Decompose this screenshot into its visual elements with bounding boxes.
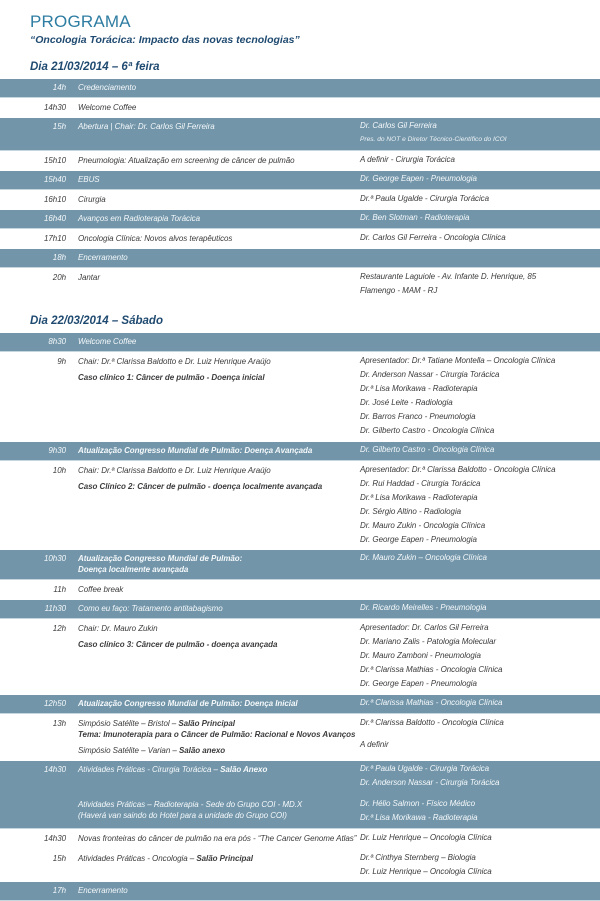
- schedule-row: [0, 118, 600, 151]
- description-segment: Novas fronteiras do câncer de pulmão na era pós - “The Cancer Genome Atlas”: [78, 833, 357, 843]
- page-header: [0, 12, 600, 47]
- schedule-row: [0, 268, 600, 302]
- description-segment: Welcome Coffee: [78, 337, 137, 346]
- description-segment: Avanços em Radioterapia Torácica: [78, 213, 201, 223]
- description-bold-segment: Tema: Imunoterapia para o Câncer de Pulmão: Racional e Novos Avanços: [78, 729, 356, 739]
- speaker-list: [360, 174, 595, 185]
- description-line: [78, 623, 360, 634]
- schedule-row: [0, 79, 600, 98]
- description-segment: (Haverá van saindo do Hotel para a unidade do Grupo COI): [78, 811, 287, 820]
- description-segment: Atividades Práticas - Oncologia –: [78, 853, 197, 863]
- speaker-line: Dr. José Leite - Radiologia: [360, 398, 453, 407]
- speaker-line: A definir: [360, 740, 389, 749]
- description-line: [78, 372, 360, 383]
- speaker-line: Apresentador: Dr.ª Tatiane Montella – Oncologia Clínica: [360, 356, 556, 365]
- description-line: [78, 833, 360, 844]
- row-description: [78, 155, 360, 166]
- description-line: [78, 121, 360, 132]
- row-time: 15h: [52, 122, 66, 131]
- schedule-row: [0, 352, 600, 442]
- schedule-row: [0, 442, 600, 461]
- description-line: [78, 885, 360, 896]
- description-line: [78, 799, 360, 810]
- row-description: [78, 194, 360, 205]
- schedule-row: [0, 151, 600, 171]
- row-time: 9h: [57, 357, 66, 366]
- speaker-line: Dr.ª Clarissa Mathias - Oncologia Clínica: [360, 697, 503, 707]
- row-time: 14h30: [44, 103, 66, 112]
- schedule-row: [0, 550, 600, 580]
- schedule-row: [0, 829, 600, 849]
- description-line: [78, 174, 360, 185]
- description-line: [78, 272, 360, 283]
- speaker-line: Apresentador: Dr. Carlos Gil Ferreira: [360, 623, 489, 632]
- schedule-row: [0, 761, 600, 794]
- description-segment: Chair: Dr. Mauro Zukin: [78, 624, 158, 633]
- day-heading: Dia 22/03/2014 – Sábado: [30, 315, 163, 327]
- speaker-line: Dr. Luiz Henrique – Oncologia Clínica: [360, 832, 492, 842]
- description-line: [78, 764, 360, 775]
- speaker-line: Dr.ª Lisa Morikawa - Radioterapia: [360, 384, 478, 393]
- description-bold-segment: Doença localmente avançada: [78, 565, 189, 574]
- row-description: [78, 356, 360, 383]
- description-segment: Encerramento: [78, 886, 128, 895]
- row-description: [78, 233, 360, 244]
- speaker-line: Dr. Ricardo Meirelles - Pneumologia: [360, 603, 487, 612]
- speaker-list: [360, 194, 595, 205]
- speaker-line: Dr. Carlos Gil Ferreira: [360, 121, 437, 130]
- speaker-list: [360, 698, 595, 709]
- description-bold-segment: Salão Principal: [196, 853, 253, 863]
- speaker-line: Dr. Mauro Zukin – Oncologia Clínica: [360, 553, 487, 562]
- row-description: [78, 603, 360, 614]
- speaker-line: Dr. George Eapen - Pneumologia: [360, 534, 477, 544]
- schedule-row: [0, 210, 600, 229]
- row-description: [78, 718, 360, 756]
- description-bold-segment: Caso clínico 3: Câncer de pulmão - doença avançada: [78, 640, 278, 649]
- row-time: 16h10: [44, 194, 66, 204]
- row-description: [78, 623, 360, 650]
- speaker-line: Dr. George Eapen - Pneumologia: [360, 173, 477, 183]
- speaker-line: Dr.ª Paula Ugalde - Cirurgia Torácica: [360, 193, 490, 203]
- description-segment: Atividades Práticas - Cirurgia Torácica –: [78, 764, 221, 774]
- schedule-row: [0, 249, 600, 268]
- speaker-line: Dr.ª Clarissa Baldotto - Oncologia Clínica: [360, 717, 504, 727]
- description-segment: Coffee break: [78, 585, 124, 594]
- row-time: 17h10: [44, 233, 66, 243]
- row-time: 18h: [52, 252, 66, 262]
- schedule-row: [0, 580, 600, 600]
- speaker-line: Flamengo - MAM - RJ: [360, 285, 438, 295]
- description-segment: Atividades Práticas – Radioterapia - Sede do Grupo COI - MD.X: [78, 800, 303, 809]
- row-time: 15h10: [44, 155, 66, 165]
- description-line: [78, 194, 360, 205]
- row-time: 17h: [52, 886, 66, 895]
- description-line: [78, 465, 360, 476]
- description-bold-segment: Salão Anexo: [220, 764, 268, 774]
- row-time: 11h30: [44, 604, 66, 613]
- speaker-line: Dr. Mariano Zalis - Patologia Molecular: [360, 637, 497, 646]
- description-bold-segment: Salão Principal: [178, 718, 235, 728]
- speaker-line: Dr. George Eapen - Pneumologia: [360, 679, 477, 688]
- speaker-list: [360, 213, 595, 224]
- speaker-line: Dr. Sérgio Altino - Radiologia: [360, 506, 462, 516]
- schedule-row: [0, 461, 600, 551]
- speaker-list: [360, 465, 595, 546]
- row-description: [78, 885, 360, 896]
- description-bold-segment: Atualização Congresso Mundial de Pulmão:: [78, 554, 243, 563]
- row-description: [78, 584, 360, 595]
- row-time: 9h30: [48, 445, 66, 455]
- speaker-line: Dr. Hélio Salmon - Físico Médico: [360, 799, 476, 808]
- schedule-row: [0, 714, 600, 761]
- row-time: 15h: [52, 853, 66, 863]
- description-line: [78, 553, 360, 564]
- description-line: [78, 639, 360, 650]
- day-section: [0, 60, 600, 301]
- row-time: 8h30: [48, 337, 66, 346]
- row-time: 14h30: [44, 833, 66, 843]
- description-line: [78, 336, 360, 347]
- speaker-list: [360, 718, 595, 751]
- schedule-row: [0, 171, 600, 190]
- speaker-line: Dr.ª Lisa Morikawa - Radioterapia: [360, 813, 478, 822]
- description-line: [78, 718, 360, 729]
- speaker-list: [360, 764, 595, 789]
- row-time: 14h30: [44, 764, 66, 774]
- description-segment: Simpósio Satélite – Varian –: [78, 745, 179, 755]
- row-description: [78, 121, 360, 132]
- schedule: [0, 60, 600, 901]
- description-line: [78, 481, 360, 492]
- description-segment: Abertura | Chair: Dr. Carlos Gil Ferreira: [78, 122, 215, 131]
- description-bold-segment: Salão anexo: [178, 745, 226, 755]
- description-line: [78, 853, 360, 864]
- row-time: 12h: [52, 624, 66, 633]
- speaker-line: Dr. Gilberto Castro - Oncologia Clínica: [360, 444, 495, 454]
- row-time: 16h40: [44, 213, 66, 223]
- description-line: [78, 445, 360, 456]
- description-segment: Credenciamento: [78, 83, 136, 92]
- row-description: [78, 445, 360, 456]
- description-line: [78, 745, 360, 756]
- description-line: [78, 233, 360, 244]
- schedule-row: [0, 190, 600, 210]
- schedule-row: [0, 792, 600, 829]
- speaker-line: Apresentador: Dr.ª Clarissa Baldotto - Oncologia Clínica: [360, 464, 556, 474]
- speaker-line: Dr. Carlos Gil Ferreira - Oncologia Clínica: [360, 232, 506, 242]
- speaker-list: [360, 623, 595, 690]
- description-segment: Simpósio Satélite – Bristol –: [78, 718, 179, 728]
- description-line: [78, 729, 360, 740]
- description-segment: Encerramento: [78, 252, 128, 262]
- description-segment: Chair: Dr.ª Clarissa Baldotto e Dr. Luiz Henrique Araújo: [78, 465, 271, 475]
- speaker-list: [360, 833, 595, 844]
- description-line: [78, 82, 360, 93]
- schedule-row: [0, 695, 600, 714]
- description-segment: EBUS: [78, 174, 100, 184]
- description-line: [78, 102, 360, 113]
- speaker-line: Dr.ª Clarissa Mathias - Oncologia Clínica: [360, 665, 503, 674]
- description-segment: Chair: Dr.ª Clarissa Baldotto e Dr. Luiz Henrique Araújo: [78, 357, 271, 366]
- row-time: 10h30: [44, 554, 66, 563]
- speaker-line: Restaurante Laguiole - Av. Infante D. Henrique, 85: [360, 271, 537, 281]
- speaker-subtitle-line: Pres. do NOT e Diretor Técnico-Científico do ICOI: [360, 136, 507, 143]
- description-line: [78, 356, 360, 367]
- row-description: [78, 465, 360, 492]
- speaker-list: [360, 799, 595, 824]
- page-subtitle: “Oncologia Torácica: Impacto das novas tecnologias”: [30, 34, 300, 46]
- schedule-row: [0, 882, 600, 901]
- row-description: [78, 799, 360, 821]
- row-description: [78, 82, 360, 93]
- description-bold-segment: Atualização Congresso Mundial de Pulmão: Doença Inicial: [78, 698, 298, 708]
- row-time: 14h: [52, 83, 66, 92]
- speaker-line: Dr.ª Lisa Morikawa - Radioterapia: [360, 492, 478, 502]
- speaker-line: Dr. Mauro Zamboni - Pneumologia: [360, 651, 481, 660]
- speaker-list: [360, 272, 595, 297]
- day-heading: Dia 21/03/2014 – 6ª feira: [30, 61, 160, 73]
- schedule-row: [0, 849, 600, 883]
- speaker-list: [360, 121, 595, 146]
- speaker-list: [360, 603, 595, 614]
- schedule-row: [0, 619, 600, 695]
- speaker-list: [360, 233, 595, 244]
- speaker-line: Dr. Rui Haddad - Cirurgia Torácica: [360, 478, 481, 488]
- row-description: [78, 174, 360, 185]
- description-bold-segment: Caso clínico 1: Câncer de pulmão - Doença inicial: [78, 373, 265, 382]
- page-title: PROGRAMA: [30, 12, 131, 31]
- row-description: [78, 102, 360, 113]
- day-section: [0, 314, 600, 901]
- row-time: 12h50: [44, 698, 66, 708]
- description-segment: Oncologia Clínica: Novos alvos terapêuticos: [78, 233, 233, 243]
- description-segment: Jantar: [78, 272, 100, 282]
- row-description: [78, 764, 360, 775]
- description-bold-segment: Atualização Congresso Mundial de Pulmão: Doença Avançada: [78, 445, 313, 455]
- schedule-row: [0, 600, 600, 619]
- row-description: [78, 336, 360, 347]
- speaker-line: Dr. Mauro Zukin - Oncologia Clínica: [360, 520, 486, 530]
- speaker-list: [360, 445, 595, 456]
- speaker-line: Dr. Luiz Henrique – Oncologia Clínica: [360, 866, 492, 876]
- speaker-list: [360, 553, 595, 564]
- description-segment: Welcome Coffee: [78, 103, 137, 112]
- row-time: 11h: [53, 585, 66, 594]
- row-time: 20h: [52, 272, 66, 282]
- description-line: [78, 603, 360, 614]
- schedule-row: [0, 333, 600, 352]
- row-description: [78, 553, 360, 575]
- row-description: [78, 272, 360, 283]
- speaker-list: [360, 155, 595, 166]
- description-line: [78, 810, 360, 821]
- description-bold-segment: Caso Clínico 2: Câncer de pulmão - doença localmente avançada: [78, 481, 323, 491]
- speaker-line: A definir - Cirurgia Torácica: [360, 154, 455, 164]
- row-description: [78, 853, 360, 864]
- speaker-list: [360, 853, 595, 878]
- row-time: 15h40: [44, 174, 66, 184]
- description-segment: Cirurgia: [78, 194, 106, 204]
- speaker-line: Dr.ª Cinthya Sternberg – Biologia: [360, 852, 476, 862]
- row-description: [78, 213, 360, 224]
- row-description: [78, 252, 360, 263]
- schedule-row: [0, 229, 600, 249]
- row-time: 10h: [52, 465, 66, 475]
- speaker-line: Dr.ª Paula Ugalde - Cirurgia Torácica: [360, 763, 490, 773]
- speaker-line: Dr. Anderson Nassar - Cirurgia Torácica: [360, 370, 500, 379]
- row-description: [78, 698, 360, 709]
- row-description: [78, 833, 360, 844]
- description-line: [78, 698, 360, 709]
- description-line: [78, 564, 360, 575]
- speaker-list: [360, 356, 595, 437]
- description-line: [78, 155, 360, 166]
- speaker-line: Dr. Gilberto Castro - Oncologia Clínica: [360, 426, 495, 435]
- speaker-line: Dr. Ben Slotman - Radioterapia: [360, 212, 470, 222]
- speaker-line: Dr. Barros Franco - Pneumologia: [360, 412, 476, 421]
- row-time: 13h: [52, 718, 66, 728]
- speaker-line: Dr. Anderson Nassar - Cirurgia Torácica: [360, 777, 500, 787]
- description-line: [78, 213, 360, 224]
- description-segment: Pneumologia: Atualização em screening de câncer de pulmão: [78, 155, 295, 165]
- schedule-row: [0, 98, 600, 118]
- description-line: [78, 252, 360, 263]
- description-segment: Como eu faço: Tratamento antitabagismo: [78, 604, 223, 613]
- description-line: [78, 584, 360, 595]
